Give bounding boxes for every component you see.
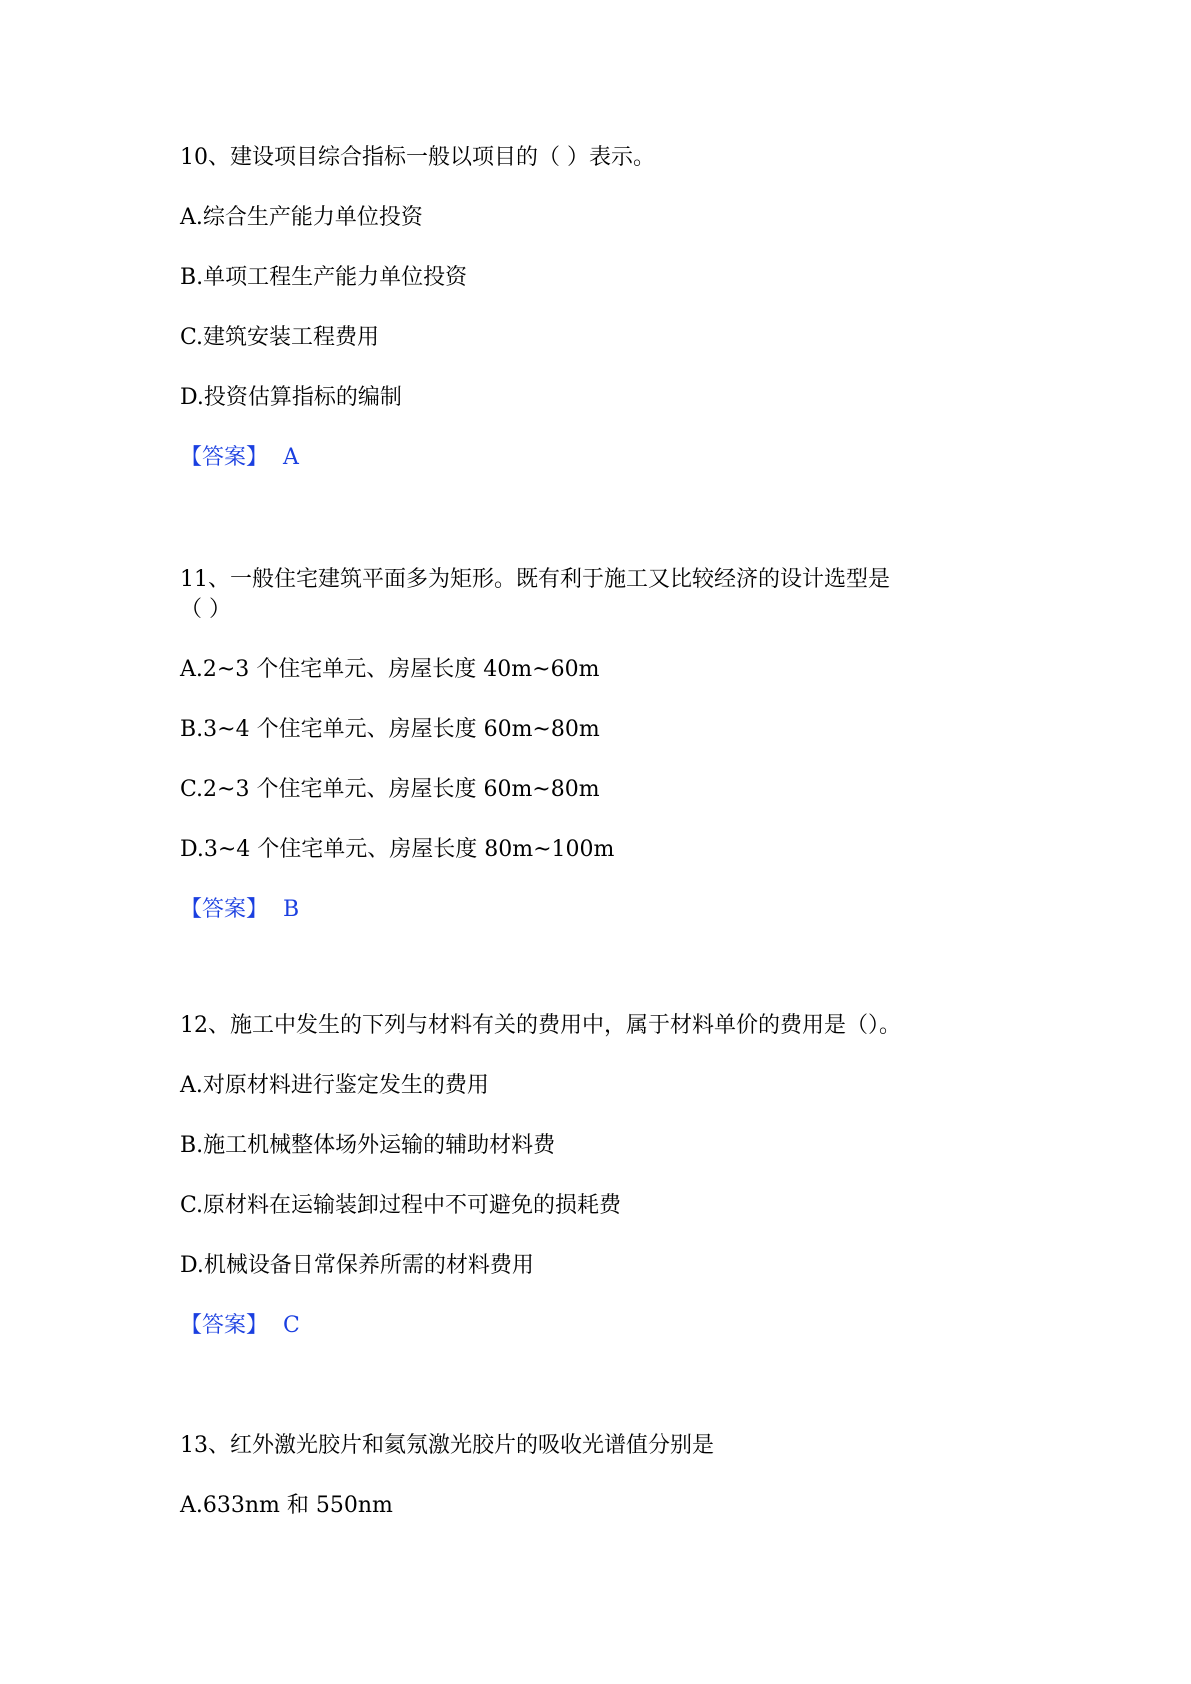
option-a: A.633nm 和 550nm: [180, 1493, 393, 1518]
option-d: D.投资估算指标的编制: [180, 385, 402, 410]
option-c: C.建筑安装工程费用: [180, 325, 380, 350]
option-a: A.2~3 个住宅单元、房屋长度 40m~60m: [180, 657, 600, 682]
option-c: C.原材料在运输装卸过程中不可避免的损耗费: [180, 1193, 622, 1218]
answer-line: [180, 1311, 300, 1341]
question-stem: 11、一般住宅建筑平面多为矩形。既有利于施工又比较经济的设计选型是: [180, 567, 890, 592]
answer-value: B: [283, 897, 300, 922]
answer-label: 【答案】: [180, 445, 269, 470]
question-stem: 10、建设项目综合指标一般以项目的（ ）表示。: [180, 145, 655, 170]
question-stem: 13、红外激光胶片和氦氖激光胶片的吸收光谱值分别是: [180, 1433, 714, 1458]
option-b: B.3~4 个住宅单元、房屋长度 60m~80m: [180, 717, 600, 742]
option-d: D.机械设备日常保养所需的材料费用: [180, 1253, 534, 1278]
answer-line: [180, 895, 299, 925]
option-a: A.对原材料进行鉴定发生的费用: [180, 1073, 489, 1098]
option-b: B.施工机械整体场外运输的辅助材料费: [180, 1133, 556, 1158]
option-b: B.单项工程生产能力单位投资: [180, 265, 468, 290]
question-stem: 12、施工中发生的下列与材料有关的费用中，属于材料单价的费用是（）。: [180, 1013, 901, 1038]
option-c: C.2~3 个住宅单元、房屋长度 60m~80m: [180, 777, 600, 802]
option-a: A.综合生产能力单位投资: [180, 205, 423, 230]
answer-value: A: [283, 445, 299, 470]
question-stem-continuation: （ ）: [180, 597, 231, 622]
answer-line: [180, 443, 299, 473]
answer-label: 【答案】: [180, 897, 269, 922]
answer-value: C: [283, 1313, 300, 1338]
option-d: D.3~4 个住宅单元、房屋长度 80m~100m: [180, 837, 615, 862]
answer-label: 【答案】: [180, 1313, 269, 1338]
